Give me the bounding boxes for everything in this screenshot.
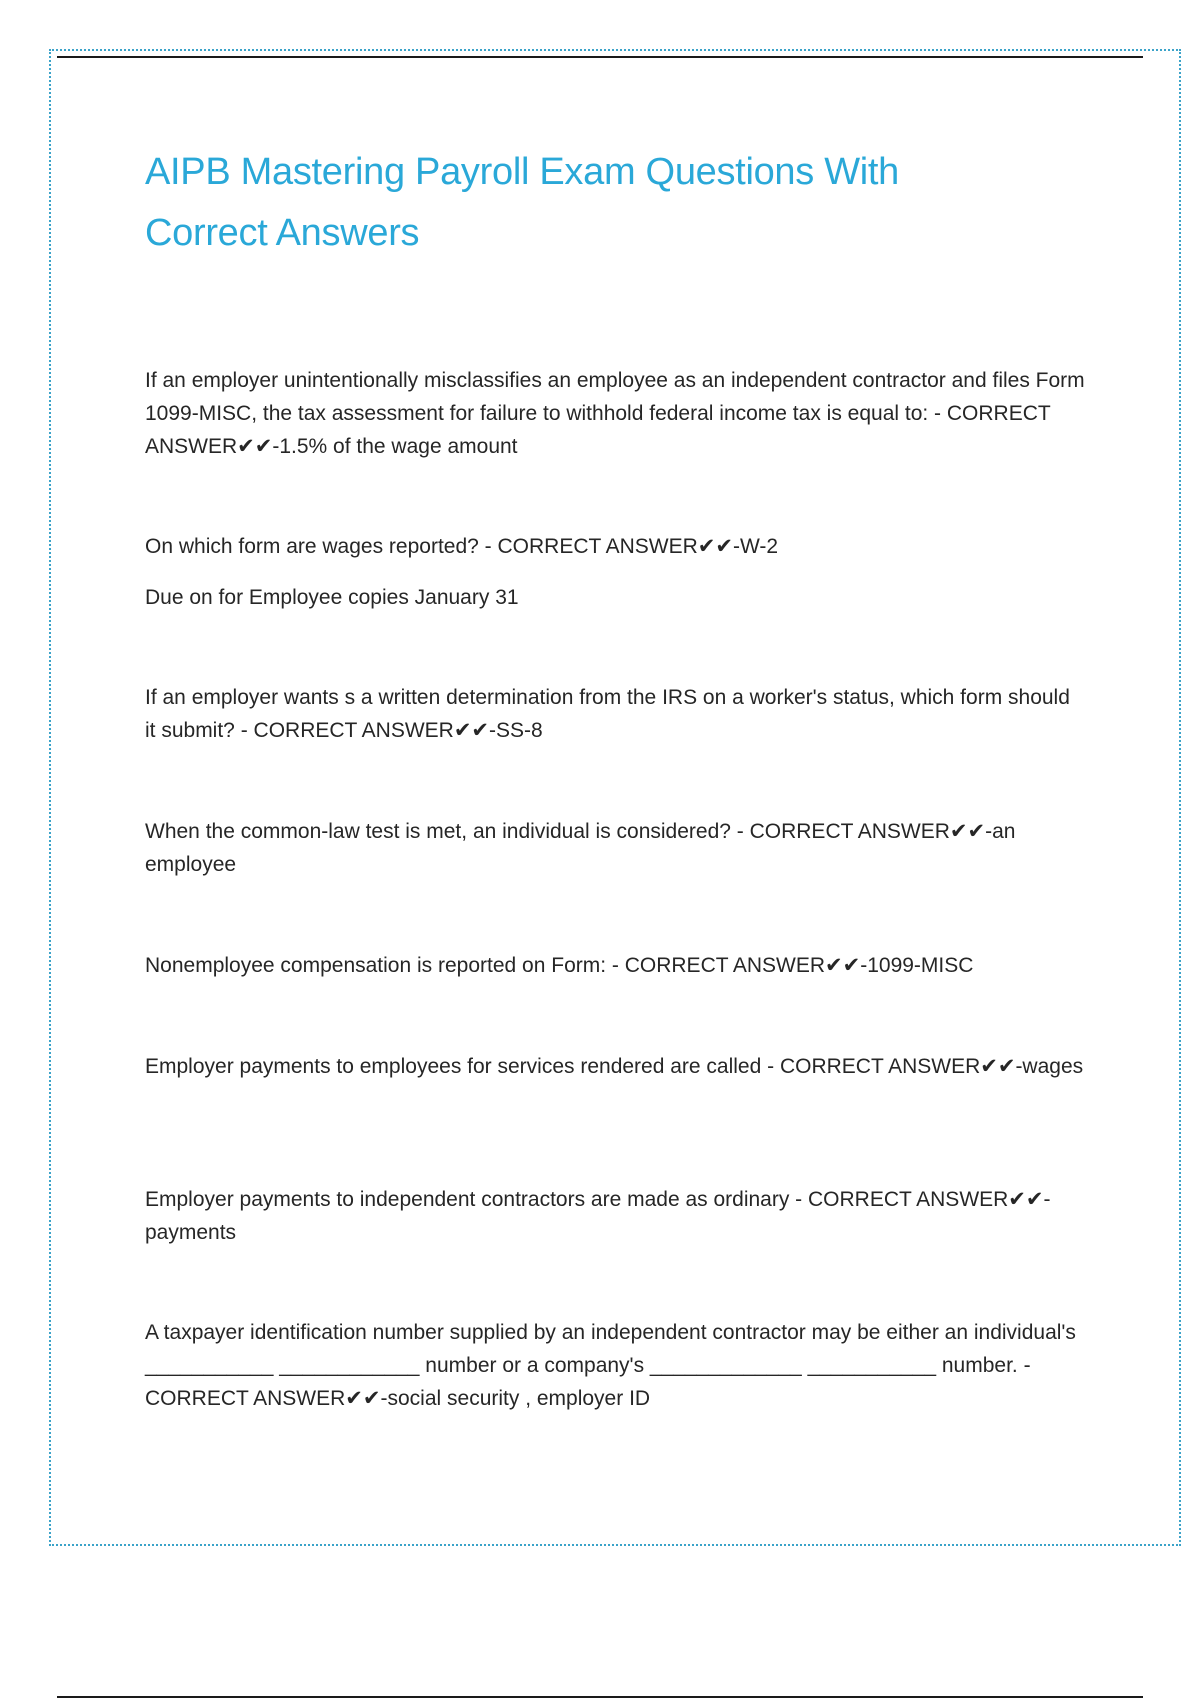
qa-entry: A taxpayer identification number supplied by an independent contractor may be either an individual's ___________ ____________ number or a company's _____________ ___________ number. - CORRECT ANSWER✔✔-social security , employer ID bbox=[145, 1321, 1082, 1410]
qa-note: Due on for Employee copies January 31 bbox=[145, 586, 519, 609]
qa-entry: If an employer unintentionally misclassifies an employee as an independent contractor and files Form 1099-MISC, the tax assessment for failure to withhold federal income tax is equal to: - CORRECT ANSWER✔✔-1.5% of the wage amount bbox=[145, 369, 1091, 458]
header-rule bbox=[57, 56, 1143, 58]
qa-entry: If an employer wants s a written determination from the IRS on a worker's status, which form should it submit? - CORRECT ANSWER✔✔-SS-8 bbox=[145, 686, 1076, 742]
document-title: AIPB Mastering Payroll Exam Questions With Correct Answers bbox=[145, 151, 900, 254]
qa-entry: Nonemployee compensation is reported on Form: - CORRECT ANSWER✔✔-1099-MISC bbox=[145, 954, 974, 977]
qa-entry: On which form are wages reported? - CORRECT ANSWER✔✔-W-2 bbox=[145, 535, 779, 558]
qa-entry: When the common-law test is met, an individual is considered? - CORRECT ANSWER✔✔-an employee bbox=[145, 820, 1022, 876]
qa-entry: Employer payments to employees for services rendered are called - CORRECT ANSWER✔✔-wages bbox=[145, 1055, 1084, 1078]
footer-rule bbox=[57, 1696, 1143, 1698]
qa-entry: Employer payments to independent contractors are made as ordinary - CORRECT ANSWER✔✔-payments bbox=[145, 1188, 1051, 1244]
